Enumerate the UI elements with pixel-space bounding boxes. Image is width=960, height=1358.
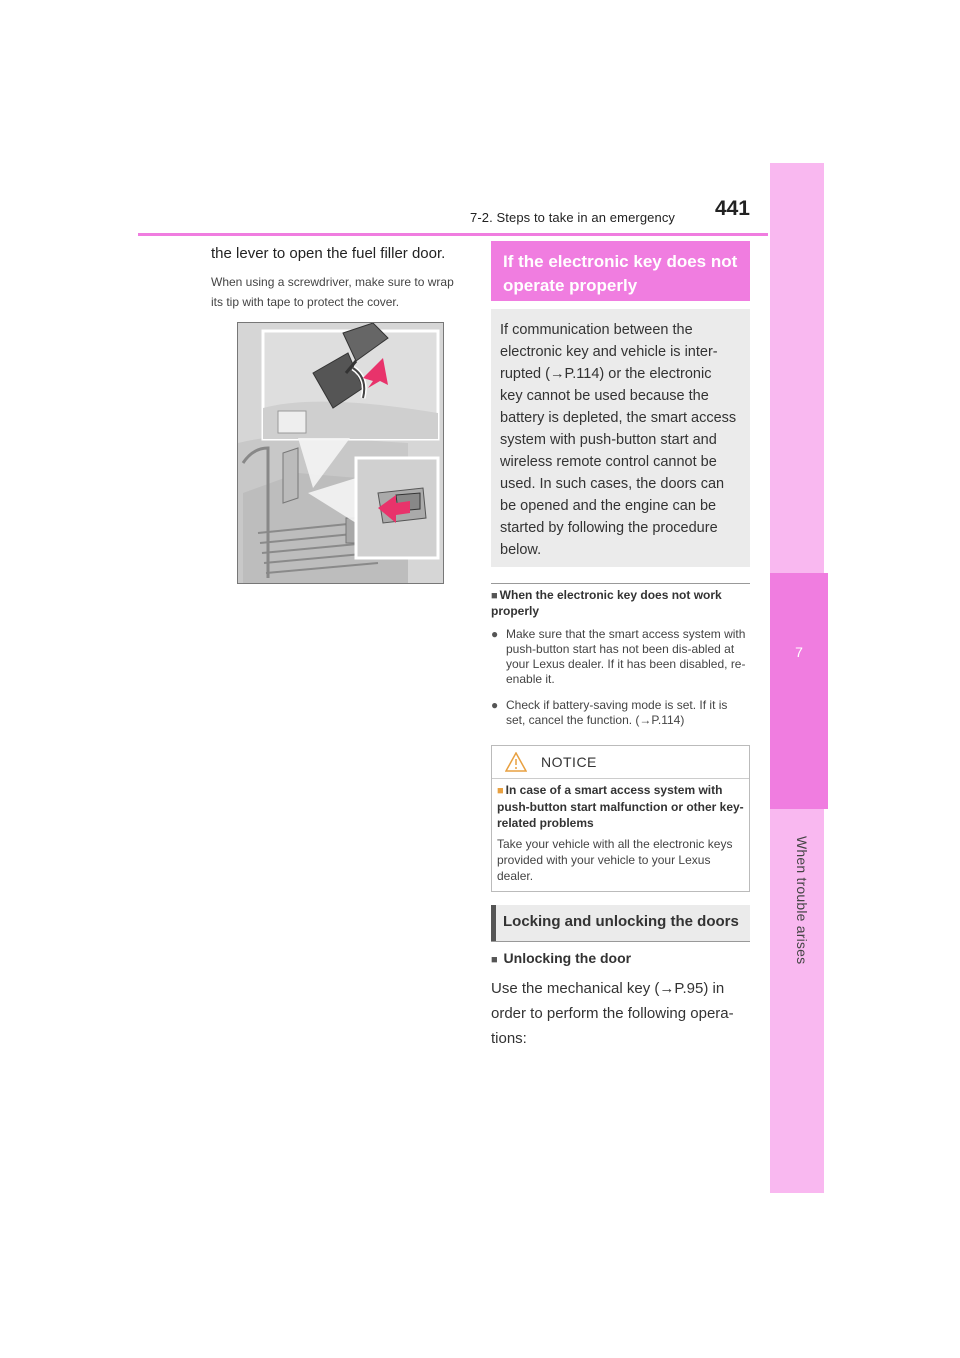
cargo-area-illustration xyxy=(238,323,443,583)
section-heading: Locking and unlocking the doors xyxy=(503,913,739,930)
page-number: 441 xyxy=(714,197,750,220)
notice-title: NOTICE xyxy=(541,754,597,770)
square-bullet-icon: ■ xyxy=(491,954,498,966)
header-rule xyxy=(138,233,768,236)
section-heading-accent xyxy=(491,905,496,942)
subheading xyxy=(491,588,750,619)
chapter-number: 7 xyxy=(795,644,803,660)
tip-text: When using a screwdriver, make sure to wrap its tip with tape to protect the cover. xyxy=(211,275,454,309)
divider xyxy=(491,583,750,584)
subheading-text: When the electronic key does not work properly xyxy=(491,588,722,618)
unlock-heading-text: Unlocking the door xyxy=(503,950,632,966)
summary-text: If communication between the electronic key and vehicle is inter-rupted (→P.114) or the electronic key cannot be used because the battery is depleted, the smart access system with push-button start and wireless remote control cannot be used. In such cases, the doors can be opened and the engine can be started by following the procedure below. xyxy=(500,322,737,558)
notice-heading-text: In case of a smart access system with push-button start malfunction or other key-related problems xyxy=(497,783,744,830)
notice-text: Take your vehicle with all the electronic keys provided with your vehicle to your Lexus dealer. xyxy=(497,837,733,883)
unlock-text: Use the mechanical key (→P.95) in order to perform the following opera-tions: xyxy=(491,980,734,1047)
round-bullet-icon: ● xyxy=(491,627,499,641)
intro-text: the lever to open the fuel filler door. xyxy=(211,245,446,262)
square-bullet-icon: ■ xyxy=(497,785,504,797)
warning-triangle-icon xyxy=(505,752,527,772)
notice-heading xyxy=(497,782,745,831)
bullet-item xyxy=(491,698,750,728)
unlock-heading xyxy=(491,950,750,966)
section-banner-title: If the electronic key does not operate properly xyxy=(503,252,738,295)
section-heading-underline xyxy=(491,941,750,942)
fuel-door-illustration xyxy=(237,322,444,584)
notice-divider xyxy=(492,778,749,779)
chapter-tab xyxy=(770,573,828,809)
section-title: 7-2. Steps to take in an emergency xyxy=(470,210,676,225)
bullet-item xyxy=(491,627,750,687)
bullet-text: Make sure that the smart access system with push-button start has not been dis-abled at your Lexus dealer. If it has been disabled, re-enable it. xyxy=(506,627,746,686)
bullet-text: Check if battery-saving mode is set. If it is set, cancel the function. (→P.114) xyxy=(506,698,728,727)
chapter-title: When trouble arises xyxy=(794,836,810,965)
round-bullet-icon: ● xyxy=(491,698,499,712)
square-bullet-icon: ■ xyxy=(491,590,498,602)
